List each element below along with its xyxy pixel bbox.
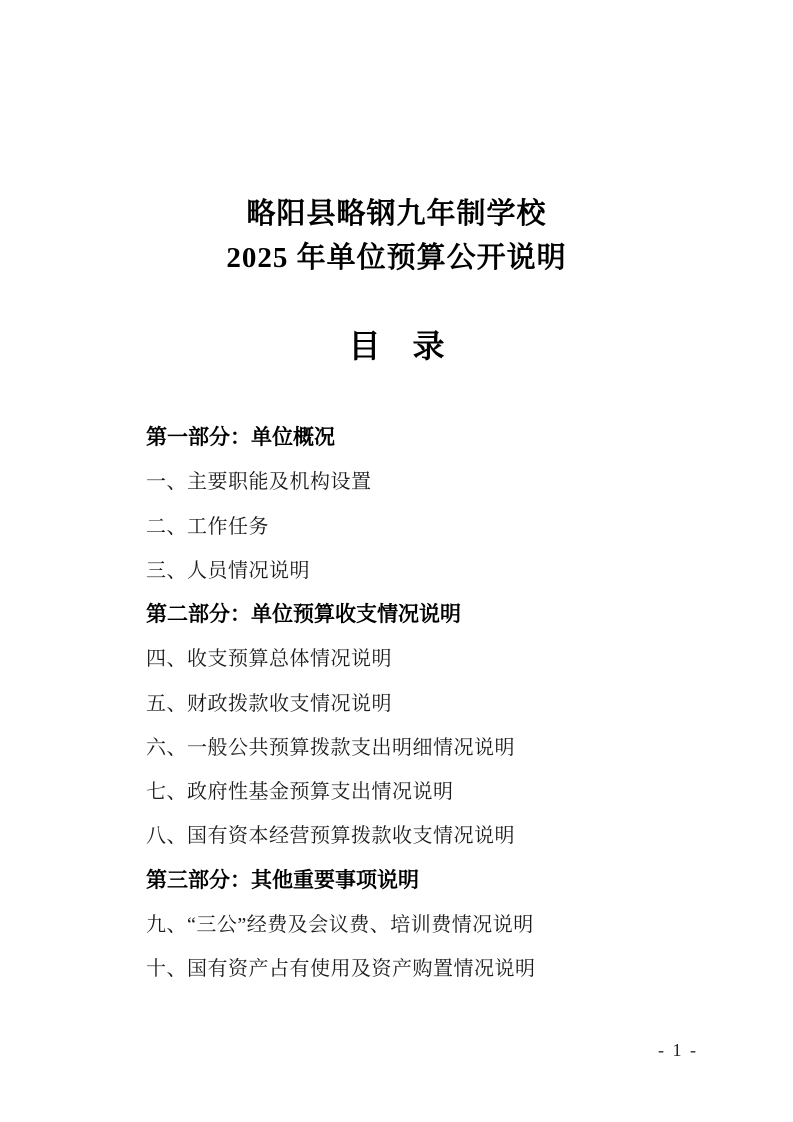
toc-entry: 九、“三公”经费及会议费、培训费情况说明 [146,913,534,936]
toc-section-heading: 第三部分：其他重要事项说明 [146,868,419,892]
toc-entry: 四、收支预算总体情况说明 [146,648,392,671]
toc-entry: 一、主要职能及机构设置 [146,471,372,494]
page-number: - 1 - [658,1040,698,1060]
toc-heading: 目 录 [348,328,445,364]
toc-section-heading: 第二部分：单位预算收支情况说明 [146,603,461,626]
document-title-line2: 2025 年单位预算公开说明 [226,242,567,274]
document-title-line1: 略阳县略钢九年制学校 [246,198,547,230]
toc-entry: 三、人员情况说明 [146,559,310,582]
toc-entry: 五、财政拨款收支情况说明 [146,692,392,715]
toc-entry: 七、政府性基金预算支出情况说明 [146,781,454,803]
document-title [0,192,793,280]
toc-list [146,416,666,991]
toc-entry: 十、国有资产占有使用及资产购置情况说明 [146,958,536,980]
toc-entry: 六、一般公共预算拨款支出明细情况说明 [146,736,515,759]
toc-entry: 八、国有资本经营预算拨款收支情况说明 [146,825,515,848]
toc-entry: 二、工作任务 [146,515,269,538]
toc-section-heading: 第一部分：单位概况 [146,426,335,449]
